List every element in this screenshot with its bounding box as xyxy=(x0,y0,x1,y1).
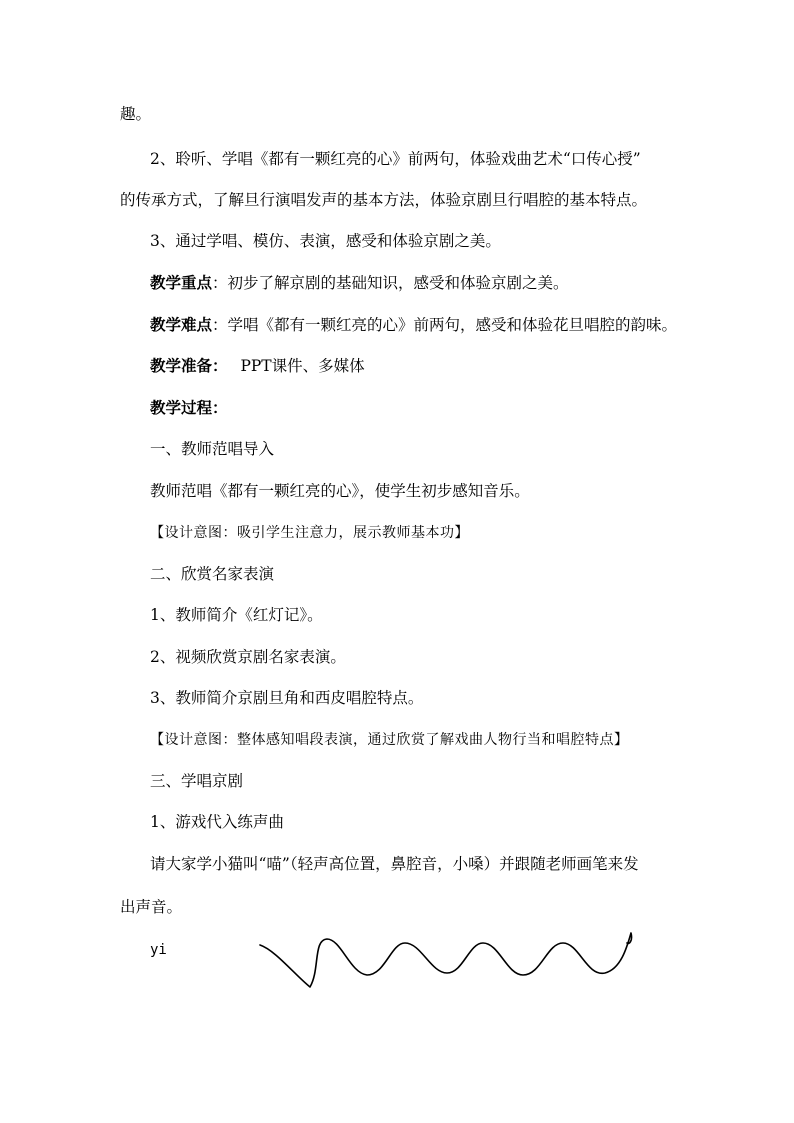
difficulty-label: 教学难点 xyxy=(150,315,213,334)
preparation-text: PPT课件、多媒体 xyxy=(240,357,365,375)
section-1-text: 教师范唱《都有一颗红亮的心》，使学生初步感知音乐。 xyxy=(150,482,530,500)
section-2-item-3: 3、教师简介京剧旦角和西皮唱腔特点。 xyxy=(150,689,424,707)
line-qu: 趣。 xyxy=(120,105,152,123)
section-2-title: 二、欣赏名家表演 xyxy=(150,565,275,583)
key-point-text: 初步了解京剧的基础知识，感受和体验京剧之美。 xyxy=(227,274,569,292)
process-label: 教学过程： xyxy=(150,398,228,417)
wave-line xyxy=(260,933,632,987)
section-3-title: 三、学唱京剧 xyxy=(150,772,244,790)
section-2-intent: 【设计意图：整体感知唱段表演，通过欣赏了解戏曲人物行当和唱腔特点】 xyxy=(150,732,629,748)
section-1-title: 一、教师范唱导入 xyxy=(150,440,275,458)
section-2-item-2: 2、视频欣赏京剧名家表演。 xyxy=(150,648,346,666)
wave-label: yi xyxy=(150,942,167,958)
objective-3: 3、通过学唱、模仿、表演，感受和体验京剧之美。 xyxy=(150,232,501,250)
section-3-sub-1: 1、游戏代入练声曲 xyxy=(150,813,284,831)
key-point-label: 教学重点 xyxy=(150,273,213,292)
difficulty: 教学难点：学唱《都有一颗红亮的心》前两句，感受和体验花旦唱腔的韵味。 xyxy=(150,315,678,334)
section-3-para-line-2: 出声音。 xyxy=(120,898,183,916)
difficulty-text: 学唱《都有一颗红亮的心》前两句，感受和体验花旦唱腔的韵味。 xyxy=(227,316,678,334)
key-point: 教学重点：初步了解京剧的基础知识，感受和体验京剧之美。 xyxy=(150,273,569,292)
voice-wave-drawing xyxy=(255,925,645,995)
objective-2-line-2: 的传承方式，了解旦行演唱发声的基本方法，体验京剧旦行唱腔的基本特点。 xyxy=(120,191,648,209)
section-2-item-1: 1、教师简介《红灯记》。 xyxy=(150,606,323,624)
preparation-label: 教学准备： xyxy=(150,356,228,375)
objective-2-line-1: 2、聆听、学唱《都有一颗红亮的心》前两句，体验戏曲艺术“口传心授” xyxy=(150,150,641,168)
section-3-para-line-1: 请大家学小猫叫“喵”（轻声高位置，鼻腔音，小嗓）并跟随老师画笔来发 xyxy=(150,855,639,873)
preparation xyxy=(150,358,365,375)
section-1-intent: 【设计意图：吸引学生注意力，展示教师基本功】 xyxy=(150,525,469,541)
